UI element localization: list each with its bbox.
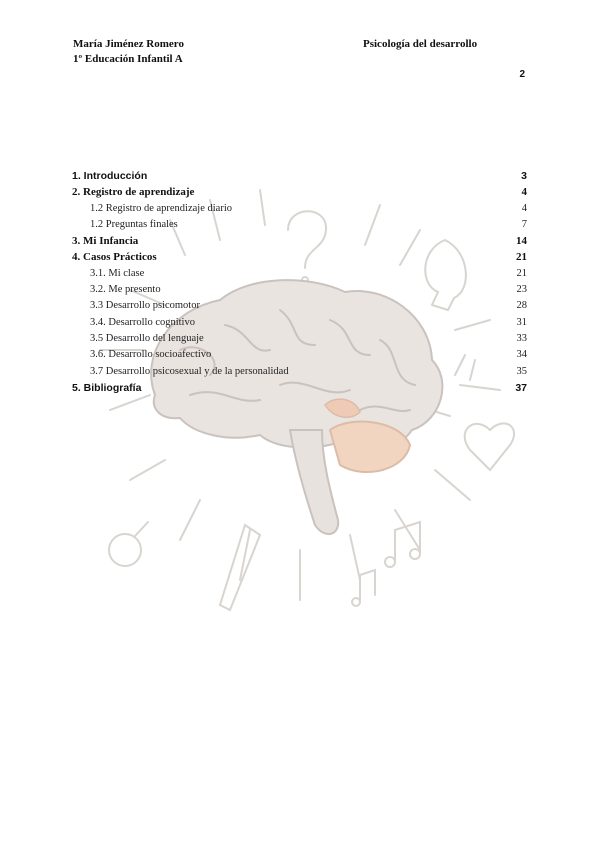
toc-entry-page-number: 23 [516, 284, 527, 296]
toc-entry-label: 1.2 Registro de aprendizaje diario [90, 202, 232, 214]
toc-subsection-entry[interactable] [72, 315, 527, 331]
toc-entry-label: 4. Casos Prácticos [72, 251, 157, 264]
toc-section-entry[interactable] [72, 233, 527, 249]
toc-entry-label: 5. Bibliografía [72, 381, 142, 394]
toc-entry-label: 3.6. Desarrollo socioafectivo [90, 349, 212, 361]
toc-entry-label: 3.3 Desarrollo psicomotor [90, 300, 200, 312]
toc-entry-page-number: 3 [521, 170, 527, 182]
toc-section-entry[interactable] [72, 168, 527, 184]
toc-subsection-entry[interactable] [72, 266, 527, 282]
toc-entry-page-number: 21 [516, 251, 527, 264]
toc-section-entry[interactable] [72, 380, 527, 396]
toc-entry-label: 3.4. Desarrollo cognitivo [90, 316, 195, 328]
toc-subsection-entry[interactable] [72, 217, 527, 233]
toc-entry-label: 2. Registro de aprendizaje [72, 186, 195, 199]
page-number: 2 [519, 69, 525, 80]
toc-entry-page-number: 21 [516, 267, 527, 279]
toc-entry-page-number: 33 [516, 332, 527, 344]
toc-subsection-entry[interactable] [72, 298, 527, 314]
toc-entry-label: 3.5 Desarrollo del lenguaje [90, 332, 204, 344]
toc-entry-page-number: 28 [516, 300, 527, 312]
toc-subsection-entry[interactable] [72, 201, 527, 217]
toc-subsection-entry[interactable] [72, 347, 527, 363]
header-course: Psicología del desarrollo [363, 38, 478, 50]
header-author: María Jiménez Romero [73, 38, 184, 50]
toc-section-entry[interactable] [72, 249, 527, 265]
toc-section-entry[interactable] [72, 184, 527, 200]
toc-entry-page-number: 7 [521, 218, 527, 230]
header-group: 1º Educación Infantil A [73, 53, 183, 65]
toc-entry-page-number: 4 [521, 186, 527, 199]
toc-entry-page-number: 35 [516, 365, 527, 377]
toc-subsection-entry[interactable] [72, 331, 527, 347]
toc-entry-page-number: 34 [516, 349, 527, 361]
toc-subsection-entry[interactable] [72, 364, 527, 380]
toc-entry-page-number: 37 [515, 381, 527, 394]
toc-entry-page-number: 31 [516, 316, 527, 328]
toc-entry-label: 3.1. Mi clase [90, 267, 145, 279]
toc-entry-label: 1. Introducción [72, 170, 148, 182]
toc-entry-label: 3. Mi Infancia [72, 235, 139, 248]
table-of-contents [72, 168, 527, 396]
toc-subsection-entry[interactable] [72, 282, 527, 298]
toc-entry-label: 1.2 Preguntas finales [90, 218, 178, 230]
toc-entry-page-number: 14 [516, 235, 527, 248]
toc-entry-label: 3.2. Me presento [90, 284, 161, 296]
toc-entry-label: 3.7 Desarrollo psicosexual y de la personalidad [90, 365, 289, 377]
toc-entry-page-number: 4 [521, 202, 527, 214]
